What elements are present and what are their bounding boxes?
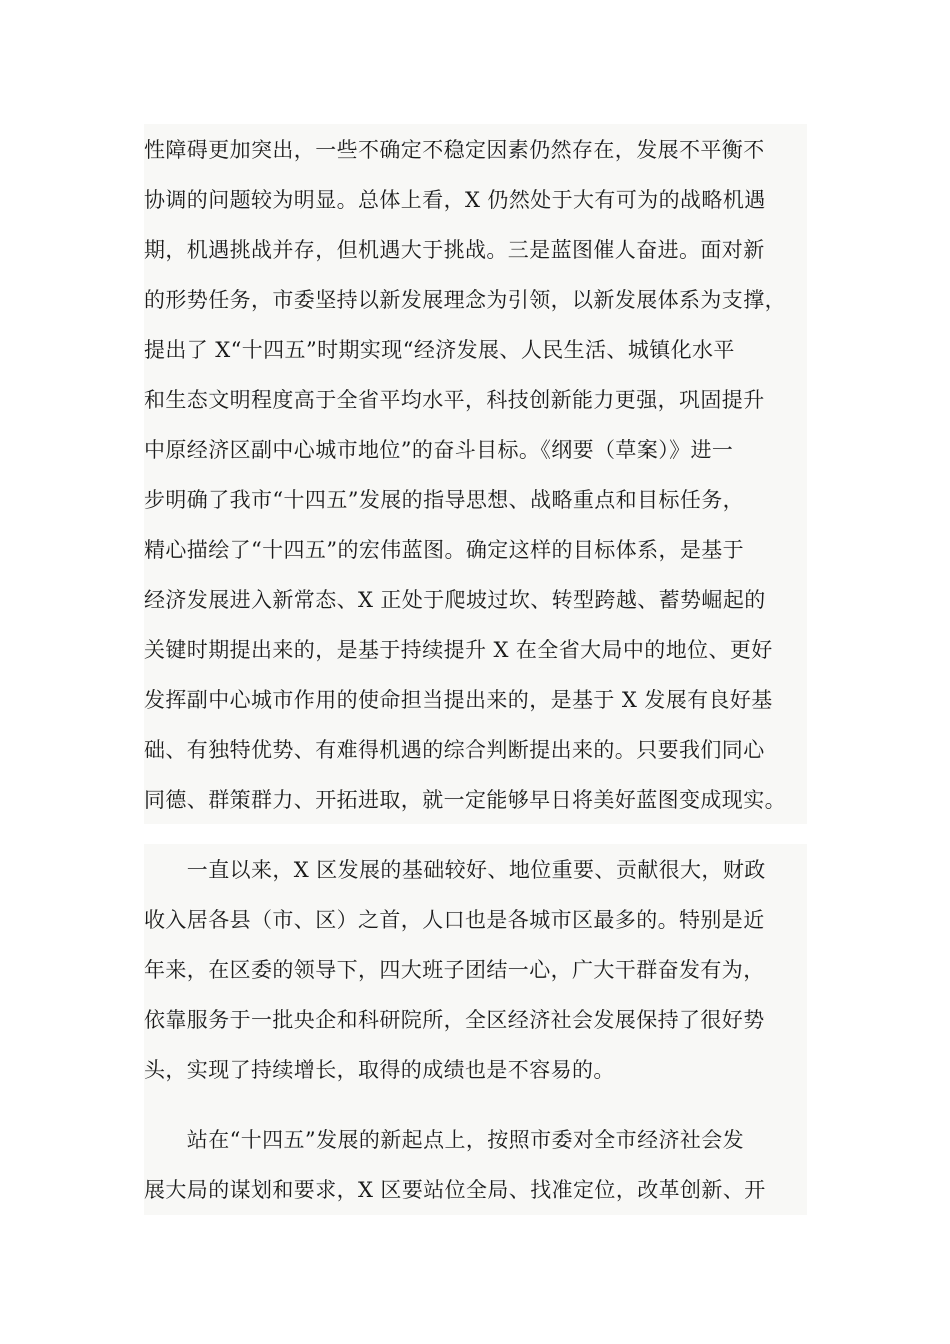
text-line: 协调的问题较为明显。总体上看，X 仍然处于大有可为的战略机遇 <box>144 188 766 212</box>
text-line: 发挥副中心城市作用的使命担当提出来的，是基于 X 发展有良好基 <box>144 688 773 712</box>
text-line: 的形势任务，市委坚持以新发展理念为引领，以新发展体系为支撑， <box>144 288 786 312</box>
paragraph-3 <box>144 1115 807 1215</box>
text-line: 精心描绘了“十四五”的宏伟蓝图。确定这样的目标体系，是基于 <box>144 538 745 562</box>
text-line: 经济发展进入新常态、X 正处于爬坡过坎、转型跨越、蓄势崛起的 <box>144 588 766 612</box>
text-line: 关键时期提出来的，是基于持续提升 X 在全省大局中的地位、更好 <box>144 638 773 662</box>
text-line: 头，实现了持续增长，取得的成绩也是不容易的。 <box>144 1058 615 1082</box>
text-line: 展大局的谋划和要求，X 区要站位全局、找准定位，改革创新、开 <box>144 1178 766 1202</box>
text-line: 站在“十四五”发展的新起点上，按照市委对全市经济社会发 <box>144 1128 745 1152</box>
text-line: 依靠服务于一批央企和科研院所，全区经济社会发展保持了很好势 <box>144 1008 765 1032</box>
text-line: 提出了 X“十四五”时期实现“经济发展、人民生活、城镇化水平 <box>144 338 735 362</box>
text-line: 性障碍更加突出，一些不确定不稳定因素仍然存在，发展不平衡不 <box>144 138 765 162</box>
text-line: 年来，在区委的领导下，四大班子团结一心，广大干群奋发有为， <box>144 958 765 982</box>
text-line: 础、有独特优势、有难得机遇的综合判断提出来的。只要我们同心 <box>144 738 765 762</box>
text-line: 一直以来，X 区发展的基础较好、地位重要、贡献很大，财政 <box>144 858 766 882</box>
paragraph-2 <box>144 844 807 1127</box>
text-line: 同德、群策群力、开拓进取，就一定能够早日将美好蓝图变成现实。 <box>144 788 786 812</box>
text-line: 收入居各县（市、区）之首，人口也是各城市区最多的。特别是近 <box>144 908 765 932</box>
text-line: 和生态文明程度高于全省平均水平，科技创新能力更强，巩固提升 <box>144 388 765 412</box>
paragraph-1 <box>144 124 807 824</box>
text-line: 中原经济区副中心城市地位”的奋斗目标。《纲要（草案）》进一 <box>144 438 734 462</box>
text-line: 步明确了我市“十四五”发展的指导思想、战略重点和目标任务， <box>144 488 745 512</box>
text-line: 期，机遇挑战并存，但机遇大于挑战。三是蓝图催人奋进。面对新 <box>144 238 765 262</box>
